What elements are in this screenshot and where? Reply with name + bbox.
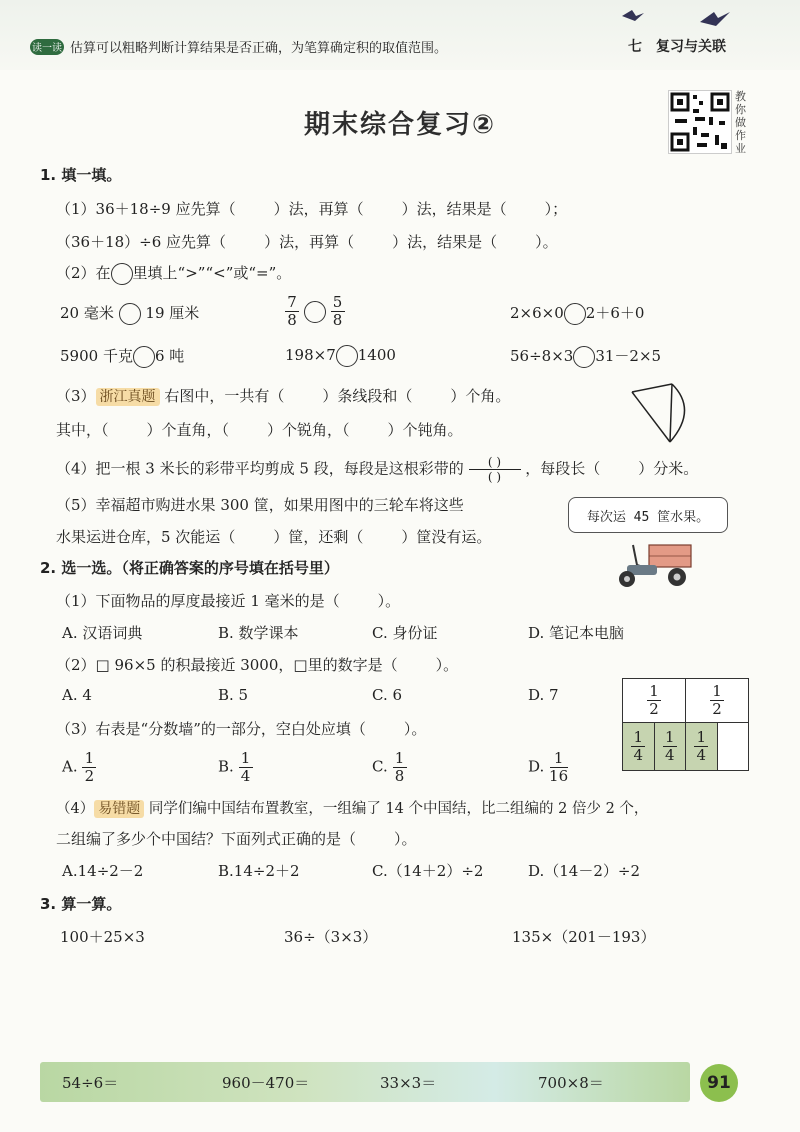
s2-q4-option-a: A.14÷2－2 [62,862,144,880]
compare-item-5: 198×7 1400 [285,345,396,367]
oral-calc-2: 960－470＝ [222,1074,310,1092]
wall-cell-half: $\frac{1}{2}$ [623,679,686,723]
s2-q3-option-a: A. $\frac{1}{2}$ [62,750,96,785]
s1-q5-line1: （5）幸福超市购进水果 300 筐，如果用图中的三轮车将这些 [56,496,464,514]
s1-q1-line1: （1）36＋18÷9 应先算（ ）法，再算（ ）法，结果是（ ）； [56,200,568,218]
s2-q1: （1）下面物品的厚度最接近 1 毫米的是（ ）。 [56,592,401,610]
section-1-heading: 1. 填一填。 [40,166,122,184]
s1-q4: （4）把一根 3 米长的彩带平均剪成 5 段，每段是这根彩带的 $\frac{( )}{( )}$ ，每段长（ ）分米。 [56,455,699,484]
compare-circle[interactable] [304,301,326,323]
compare-circle[interactable] [119,303,141,325]
fraction-wall [622,678,749,771]
section-2-heading: 2. 选一选。（将正确答案的序号填在括号里） [40,559,339,577]
s1-q3-line1: （3） 浙江真题 右图中，一共有（ ）条线段和（ ）个角。 [56,387,511,405]
speech-bubble: 每次运 45 筐水果。 [568,497,728,533]
compare-circle-icon [111,263,133,285]
s2-q3-option-c: C. $\frac{1}{8}$ [372,750,407,785]
calc-item-1: 100＋25×3 [60,928,145,946]
chapter-title: 复习与关联 [656,39,726,55]
s2-q4-line1: （4） 易错题 同学们编中国结布置教室，一组编了 14 个中国结，比二组编的 2 倍少 2 个， [56,801,649,817]
s1-q3-line2: 其中，（ ）个直角，（ ）个锐角，（ ）个钝角。 [56,421,463,439]
compare-circle[interactable] [336,345,358,367]
compare-circle[interactable] [133,346,155,368]
tip-text: 估算可以粗略判断计算结果是否正确，为笔算确定积的取值范围。 [70,41,448,56]
s2-q2-option-a: A. 4 [62,686,92,704]
s2-q3-option-d: D. $\frac{1}{16}$ [528,749,569,785]
compare-item-1: 20 毫米 19 厘米 [60,302,199,325]
compare-item-3: 2×6×0 2＋6＋0 [510,302,644,325]
compare-item-2: $\frac{7}{8}$ $\frac{5}{8}$ [285,294,345,329]
s1-q2-instruction: （2）在 里填上“>”“<”或“=”。 [56,262,291,285]
reading-tip [30,37,447,56]
swallow-birds-icon [612,2,732,32]
s2-q1-option-d: D. 笔记本电脑 [528,624,625,642]
tip-badge: 读一读 [30,39,64,55]
wall-cell-quarter: $\frac{1}{4}$ [654,723,686,771]
zhejiang-tag: 浙江真题 [96,388,160,406]
s2-q1-option-a: A. 汉语词典 [62,624,143,642]
calc-item-2: 36÷（3×3） [284,928,378,946]
s2-q3: （3）右表是“分数墙”的一部分，空白处应填（ ）。 [56,720,427,738]
error-prone-tag: 易错题 [94,800,144,818]
s2-q2-option-d: D. 7 [528,686,559,704]
s2-q4-option-c: C.（14＋2）÷2 [372,862,484,880]
angle-figure [628,380,696,450]
compare-item-6: 56÷8×3 31－2×5 [510,345,661,368]
page-title: 期末综合复习② [303,110,496,140]
oral-calc-3: 33×3＝ [380,1074,437,1092]
s2-q4-line2: 二组编了多少个中国结？下面列式正确的是（ ）。 [56,830,417,848]
s2-q1-option-b: B. 数学课本 [218,624,299,642]
tricycle-icon [615,535,695,590]
s1-q5-line2: 水果运进仓库，5 次能运（ ）筐，还剩（ ）筐没有运。 [56,528,492,546]
oral-calc-4: 700×8＝ [538,1074,604,1092]
page-number: 91 [700,1064,738,1102]
wall-cell-quarter: $\frac{1}{4}$ [623,723,655,771]
compare-circle[interactable] [573,346,595,368]
s2-q3-option-b: B. $\frac{1}{4}$ [218,750,253,785]
wall-cell-blank[interactable] [717,723,749,771]
s2-q4-option-b: B.14÷2＋2 [218,862,300,880]
chapter-label [628,36,726,56]
s2-q2-option-b: B. 5 [218,686,249,704]
s1-q1-line2: （36＋18）÷6 应先算（ ）法，再算（ ）法，结果是（ ）。 [56,233,558,251]
wall-cell-half: $\frac{1}{2}$ [686,679,749,723]
wall-cell-quarter: $\frac{1}{4}$ [686,723,718,771]
chapter-number: 七 [628,39,642,55]
calc-item-3: 135×（201－193） [512,928,656,946]
qr-caption: 教你做作业 [735,90,746,155]
compare-circle[interactable] [564,303,586,325]
oral-calc-1: 54÷6＝ [62,1074,119,1092]
s2-q2: （2）□ 96×5 的积最接近 3000，□里的数字是（ ）。 [56,656,459,674]
s2-q2-option-c: C. 6 [372,686,403,704]
section-3-heading: 3. 算一算。 [40,895,122,913]
s2-q4-option-d: D.（14－2）÷2 [528,862,641,880]
s2-q1-option-c: C. 身份证 [372,624,438,642]
compare-item-4: 5900 千克 6 吨 [60,345,184,368]
qr-code-icon[interactable] [668,90,732,154]
